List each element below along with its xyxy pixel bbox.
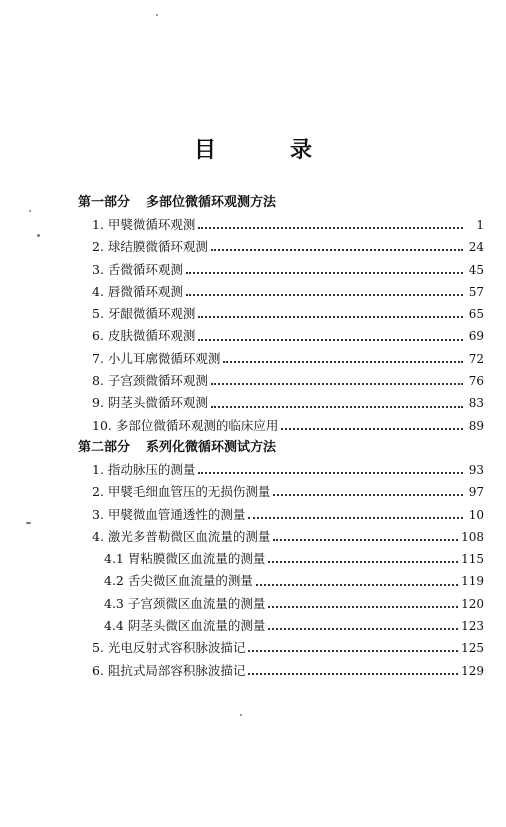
dot-leader xyxy=(186,294,463,296)
toc-entry-label: 3. 甲襞微血管通透性的测量 xyxy=(92,506,246,522)
dot-leader xyxy=(198,472,463,474)
dot-leader xyxy=(186,272,463,274)
part-number: 第一部分 xyxy=(78,195,131,210)
dot-leader xyxy=(248,517,463,519)
dot-leader xyxy=(198,227,463,229)
toc-entry-page: 123 xyxy=(461,619,484,634)
toc-entry[interactable] xyxy=(78,459,484,481)
toc-entry-page: 108 xyxy=(461,529,484,544)
dot-leader xyxy=(256,584,458,586)
toc-entry-page: 119 xyxy=(461,574,484,589)
toc-entry[interactable] xyxy=(78,303,484,325)
toc-entry-page: 97 xyxy=(468,485,484,500)
toc-entry[interactable] xyxy=(78,504,484,526)
toc-entry-label: 5. 光电反射式容积脉波描记 xyxy=(92,640,246,656)
toc-entry[interactable] xyxy=(78,370,484,392)
toc-entry-page: 76 xyxy=(468,374,484,389)
toc-entry-label: 2. 球结膜微循环观测 xyxy=(92,239,208,255)
toc-entry-label: 10. 多部位微循环观测的临床应用 xyxy=(92,417,279,433)
toc-entry-page: 69 xyxy=(468,329,484,344)
toc-entry[interactable] xyxy=(78,526,484,548)
dot-leader xyxy=(211,383,463,385)
toc-entry[interactable] xyxy=(78,281,484,303)
toc-entry-page: 72 xyxy=(468,351,484,366)
part-title: 多部位微循环观测方法 xyxy=(146,195,277,210)
toc-entry-page: 129 xyxy=(461,663,484,678)
toc-entry[interactable] xyxy=(78,325,484,347)
toc-entry-page: 115 xyxy=(461,552,484,567)
toc-entry-label: 4.1 胃粘膜微区血流量的测量 xyxy=(104,551,266,567)
toc-entry[interactable] xyxy=(78,593,484,615)
dot-leader xyxy=(268,628,458,630)
scan-speck xyxy=(26,522,31,524)
toc-entry-label: 6. 皮肤微循环观测 xyxy=(92,328,196,344)
toc-entry[interactable] xyxy=(78,392,484,414)
toc-entry[interactable] xyxy=(78,236,484,258)
dot-leader xyxy=(198,316,463,318)
dot-leader xyxy=(268,561,458,563)
toc-entry[interactable] xyxy=(78,481,484,503)
part-heading xyxy=(78,437,484,459)
toc-entry[interactable] xyxy=(78,660,484,682)
dot-leader xyxy=(248,673,458,675)
toc-entry-label: 4. 激光多普勒微区血流量的测量 xyxy=(92,528,271,544)
toc-entry-page: 57 xyxy=(468,284,484,299)
toc-entry[interactable] xyxy=(78,615,484,637)
toc-entry[interactable] xyxy=(78,214,484,236)
toc-entry-page: 93 xyxy=(468,462,484,477)
toc-entry[interactable] xyxy=(78,259,484,281)
scan-speck xyxy=(29,210,31,212)
toc-entry-page: 10 xyxy=(468,507,484,522)
toc-entry[interactable] xyxy=(78,548,484,570)
toc-entry-label: 2. 甲襞毛细血管压的无损伤测量 xyxy=(92,484,271,500)
part-heading xyxy=(78,192,484,214)
toc-entry[interactable] xyxy=(78,415,484,437)
toc-entry-label: 4.2 舌尖微区血流量的测量 xyxy=(104,573,253,589)
toc-entry[interactable] xyxy=(78,570,484,592)
toc-entry-label: 1. 甲襞微循环观测 xyxy=(92,217,196,232)
scan-speck xyxy=(37,234,40,237)
toc-entry-label: 4. 唇微循环观测 xyxy=(92,283,183,299)
toc-entry-page: 89 xyxy=(468,418,484,433)
toc-entry-label: 1. 指动脉压的测量 xyxy=(92,461,196,477)
toc-entry-page: 125 xyxy=(461,641,484,656)
page-title: 目 录 xyxy=(193,137,338,163)
toc-entry-page: 120 xyxy=(461,596,484,611)
part-number: 第二部分 xyxy=(78,439,131,455)
toc-entry-page: 83 xyxy=(468,396,484,411)
toc-entry-label: 6. 阻抗式局部容积脉波描记 xyxy=(92,662,246,678)
toc-entry-label: 5. 牙龈微循环观测 xyxy=(92,306,196,322)
toc-entry-page: 24 xyxy=(468,240,484,255)
toc-entry-page: 45 xyxy=(468,262,484,277)
dot-leader xyxy=(273,494,463,496)
dot-leader xyxy=(281,428,463,430)
dot-leader xyxy=(211,249,463,251)
table-of-contents xyxy=(78,192,484,682)
dot-leader xyxy=(223,361,463,363)
dot-leader xyxy=(198,339,463,341)
toc-entry-label: 8. 子宫颈微循环观测 xyxy=(92,373,208,389)
scan-speck xyxy=(156,14,158,16)
toc-entry-label: 7. 小儿耳廓微循环观测 xyxy=(92,350,221,366)
toc-entry-label: 9. 阴茎头微循环观测 xyxy=(92,395,208,411)
part-title: 系列化微循环测试方法 xyxy=(146,439,277,455)
toc-entry-page: 65 xyxy=(468,307,484,322)
toc-entry-label: 3. 舌微循环观测 xyxy=(92,261,183,277)
toc-entry-label: 4.3 子宫颈微区血流量的测量 xyxy=(104,595,266,611)
scan-speck xyxy=(240,714,242,716)
dot-leader xyxy=(268,606,458,608)
toc-entry[interactable] xyxy=(78,348,484,370)
dot-leader xyxy=(273,539,458,541)
toc-entry-page: 1 xyxy=(476,218,484,232)
toc-entry[interactable] xyxy=(78,637,484,659)
toc-entry-label: 4.4 阴茎头微区血流量的测量 xyxy=(104,618,266,634)
dot-leader xyxy=(248,650,458,652)
dot-leader xyxy=(211,406,463,408)
